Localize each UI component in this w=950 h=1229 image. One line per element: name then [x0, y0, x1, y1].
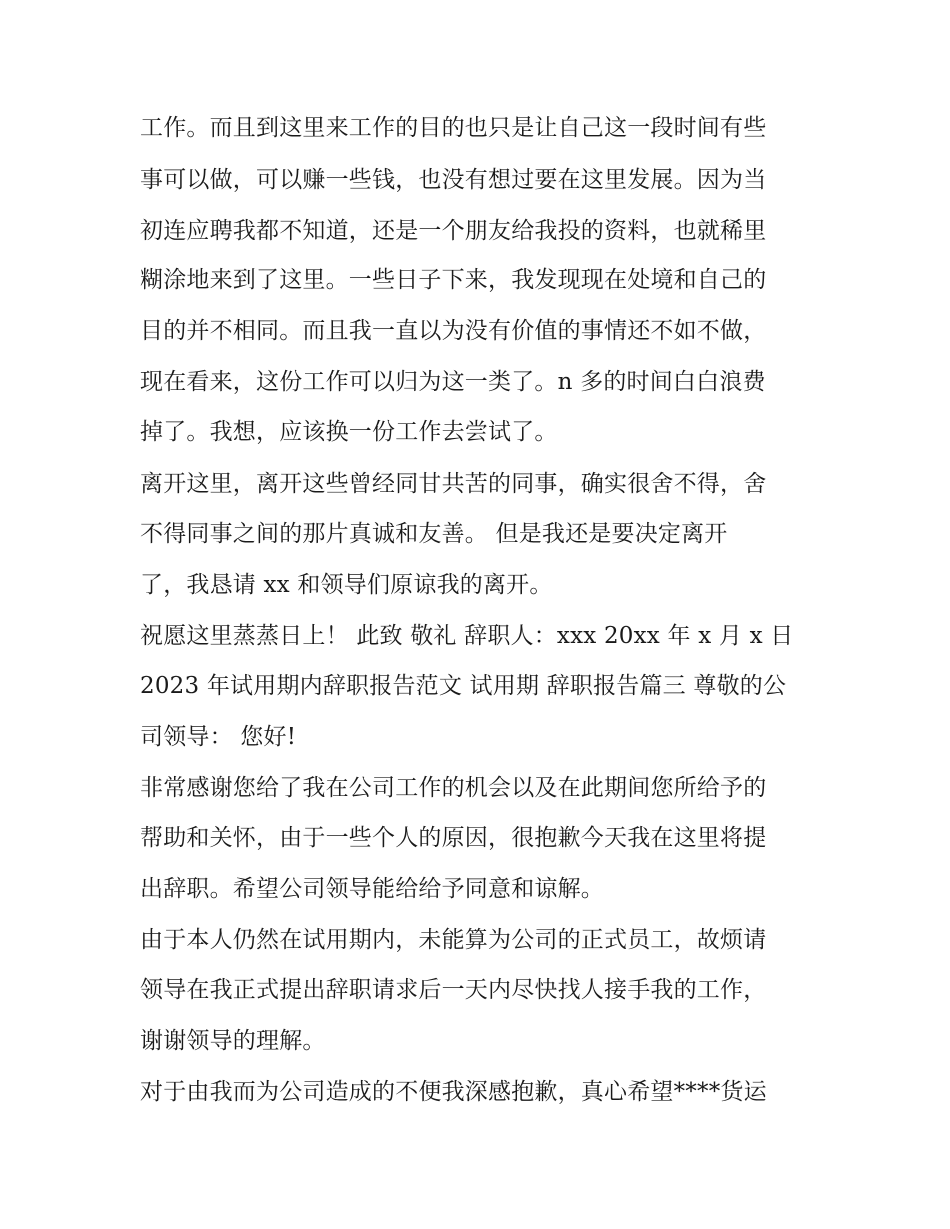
text-line: 由于本人仍然在试用期内，未能算为公司的正式员工，故烦请: [140, 927, 767, 953]
text-line: 事可以做，可以赚一些钱，也没有想过要在这里发展。因为当: [140, 167, 767, 193]
text-line: 初连应聘我都不知道，还是一个朋友给我投的资料，也就稀里: [140, 218, 767, 244]
text-line: 糊涂地来到了这里。一些日子下来，我发现现在处境和自己的: [140, 267, 767, 293]
text-line: 对于由我而为公司造成的不便我深感抱歉，真心希望****货运: [140, 1079, 767, 1105]
text-line: 现在看来，这份工作可以归为这一类了。n 多的时间白白浪费: [140, 369, 766, 395]
text-line: 领导在我正式提出辞职请求后一天内尽快找人接手我的工作，: [140, 977, 767, 1003]
text-line: 谢谢领导的理解。: [140, 1028, 326, 1054]
text-line: 目的并不相同。而且我一直以为没有价值的事情还不如不做，: [140, 318, 767, 344]
text-line: 离开这里，离开这些曾经同甘共苦的同事，确实很舍不得，舍: [140, 471, 767, 497]
text-line: 司领导： 您好!: [140, 724, 297, 750]
text-line: 帮助和关怀，由于一些个人的原因，很抱歉今天我在这里将提: [140, 825, 767, 851]
text-line: 不得同事之间的那片真诚和友善。 但是我还是要决定离开: [140, 521, 728, 547]
text-line: 非常感谢您给了我在公司工作的机会以及在此期间您所给予的: [140, 775, 767, 801]
text-line: 出辞职。希望公司领导能给给予同意和谅解。: [140, 876, 604, 902]
text-line: 祝愿这里蒸蒸日上！ 此致 敬礼 辞职人：xxx 20xx 年 x 月 x 日: [140, 623, 794, 649]
text-line: 掉了。我想，应该换一份工作去尝试了。: [140, 419, 558, 445]
text-line: 了，我恳请 xx 和领导们原谅我的离开。: [140, 572, 553, 598]
text-line: 2023 年试用期内辞职报告范文 试用期 辞职报告篇三 尊敬的公: [140, 673, 787, 699]
text-line: 工作。而且到这里来工作的目的也只是让自己这一段时间有些: [140, 115, 767, 141]
